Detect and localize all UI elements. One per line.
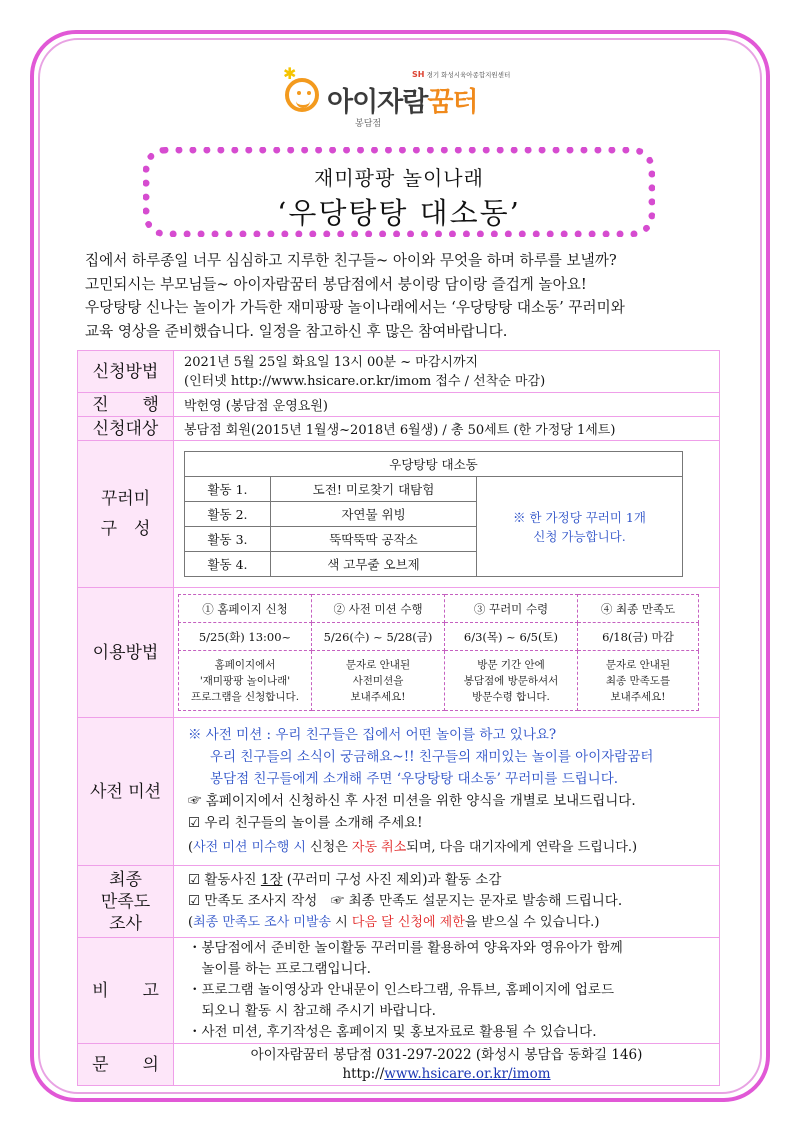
logo-name: 아이자람꿈터: [327, 87, 478, 118]
package-value: [174, 441, 720, 588]
usage-steps: [178, 594, 699, 711]
step-desc: 문자로 안내된 사전미션을 보내주세요!: [312, 651, 445, 711]
mission-warning: (사전 미션 미수행 시 신청은 자동 취소되며, 다음 대기자에게 연락을 드립니다.): [188, 840, 638, 855]
title-box: [143, 147, 655, 237]
step-title: ① 홈페이지 신청: [179, 595, 312, 623]
remarks-value: [174, 938, 720, 1044]
step-title: ④ 최종 만족도: [578, 595, 699, 623]
step-desc: 홈페이지에서 '재미팡팡 놀이나래' 프로그램을 신청합니다.: [179, 651, 312, 711]
contact-value: [174, 1044, 720, 1086]
apply-value: [174, 351, 720, 393]
step-date: 5/25(화) 13:00~: [179, 623, 312, 651]
smiley-face-icon: [285, 78, 319, 112]
activity-num: 활동 1.: [185, 477, 271, 502]
remark-item: 놀이를 하는 프로그램입니다.: [188, 961, 371, 977]
title-subtitle: 재미팡팡 놀이나래: [314, 166, 484, 190]
row-contact: [78, 1044, 720, 1086]
row-usage: [78, 588, 720, 718]
intro-line: 집에서 하루종일 너무 심심하고 지루한 친구들~ 아이와 무엇을 하며 하루를 보낼까?: [85, 252, 617, 269]
mission-line: 우리 친구들의 소식이 궁금해요~!! 친구들의 재미있는 놀이를 아이자람꿈터: [210, 749, 654, 765]
intro-line: 교육 영상을 준비했습니다. 일정을 참고하신 후 많은 참여바랍니다.: [85, 322, 508, 340]
logo: [283, 64, 515, 140]
activity-name: 도전! 미로찾기 대탐험: [271, 477, 477, 502]
contact-line: 아이자람꿈터 봉담점 031-297-2022 (화성시 봉담읍 동화길 146): [250, 1046, 643, 1063]
mission-line: ☞ 홈페이지에서 신청하신 후 사전 미션을 위한 양식을 개별로 보내드립니다.: [188, 793, 636, 809]
remark-item: 되오니 활동 시 참고해 주시기 바랍니다.: [188, 1003, 436, 1019]
label-progress: 진 행: [78, 393, 174, 417]
satisfaction-line: ☑ 활동사진 1장 (꾸러미 구성 사진 제외)과 활동 소감: [188, 872, 502, 888]
label-target: 신청대상: [78, 417, 174, 441]
label-apply: 신청방법: [78, 351, 174, 393]
remarks-list: [174, 938, 719, 1043]
mission-value: [174, 718, 720, 866]
step-title: ② 사전 미션 수행: [312, 595, 445, 623]
satisfaction-line: ☑ 만족도 조사지 작성 ☞ 최종 만족도 설문지는 문자로 발송해 드립니다.: [188, 893, 623, 909]
satisfaction-value: [174, 866, 720, 938]
intro-line: 고민되시는 부모님들~ 아이자람꿈터 봉담점에서 붕이랑 담이랑 즐겁게 놀아요!: [85, 275, 587, 293]
remark-item: ・봉담점에서 준비한 놀이활동 꾸러미를 활용하여 양육자와 영유아가 함께: [188, 940, 623, 956]
intro-text: [85, 249, 725, 343]
mission-line: 봉담점 친구들에게 소개해 주면 ‘우당탕탕 대소동’ 꾸러미를 드립니다.: [210, 771, 619, 787]
star-icon: ✱: [283, 64, 297, 83]
satisfaction-warning: (최종 만족도 조사 미발송 시 다음 달 신청에 제한을 받으실 수 있습니다.): [188, 915, 600, 930]
mission-line: ☑ 우리 친구들의 놀이를 소개해 주세요!: [188, 815, 423, 831]
info-table: [77, 350, 720, 1086]
mission-line: ※ 사전 미션 : 우리 친구들은 집에서 어떤 놀이를 하고 있나요?: [188, 727, 557, 743]
activity-name: 색 고무줄 오브제: [271, 552, 477, 577]
label-contact: 문 의: [78, 1044, 174, 1086]
row-apply: [78, 351, 720, 393]
label-satisfaction: 최종 만족도 조사: [78, 866, 174, 938]
package-table: [184, 451, 683, 577]
label-mission: 사전 미션: [78, 718, 174, 866]
label-usage: 이용방법: [78, 588, 174, 718]
row-satisfaction: [78, 866, 720, 938]
activity-num: 활동 4.: [185, 552, 271, 577]
activity-name: 자연물 위빙: [271, 502, 477, 527]
label-package: 꾸러미 구 성: [78, 441, 174, 588]
row-remarks: [78, 938, 720, 1044]
remark-item: ・프로그램 놀이영상과 안내문이 인스타그램, 유튜브, 홈페이지에 업로드: [188, 982, 615, 998]
activity-name: 뚝딱뚝딱 공작소: [271, 527, 477, 552]
remark-item: ・사전 미션, 후기작성은 홈페이지 및 홍보자료로 활용될 수 있습니다.: [188, 1024, 597, 1040]
progress-value: 박헌영 (봉담점 운영요원): [174, 393, 720, 417]
logo-branch: 봉담점: [355, 119, 382, 129]
step-desc: 문자로 안내된 최종 만족도를 보내주세요!: [578, 651, 699, 711]
row-target: [78, 417, 720, 441]
apply-date: 2021년 5월 25일 화요일 13시 00분 ~ 마감시까지: [184, 354, 479, 370]
activity-num: 활동 2.: [185, 502, 271, 527]
row-package: [78, 441, 720, 588]
step-title: ③ 꾸러미 수령: [445, 595, 578, 623]
activity-num: 활동 3.: [185, 527, 271, 552]
step-desc: 방문 기간 안에 봉담점에 방문하셔서 방문수령 합니다.: [445, 651, 578, 711]
step-date: 6/18(금) 마감: [578, 623, 699, 651]
package-note: ※ 한 가정당 꾸러미 1개 신청 가능합니다.: [477, 477, 683, 577]
center-name: SH 경기 화성시육아종합지원센터: [412, 70, 511, 79]
row-mission: [78, 718, 720, 866]
step-date: 5/26(수) ~ 5/28(금): [312, 623, 445, 651]
usage-value: [174, 588, 720, 718]
package-table-title: 우당탕탕 대소동: [185, 452, 683, 477]
intro-line: 우당탕탕 신나는 놀이가 가득한 재미팡팡 놀이나래에서는 ‘우당탕탕 대소동’ 꾸러미와: [85, 299, 625, 316]
title-main: ‘우당탕탕 대소동’: [277, 196, 521, 230]
activity-row: [185, 477, 683, 502]
apply-method: (인터넷 http://www.hsicare.or.kr/imom 접수 / 선착순 마감): [184, 373, 546, 389]
target-value: 봉담점 회원(2015년 1월생~2018년 6월생) / 총 50세트 (한 가정당 1세트): [174, 417, 720, 441]
row-progress: [78, 393, 720, 417]
contact-url: http://www.hsicare.or.kr/imom: [342, 1065, 551, 1082]
homepage-link[interactable]: www.hsicare.or.kr/imom: [384, 1065, 551, 1082]
step-date: 6/3(목) ~ 6/5(토): [445, 623, 578, 651]
label-remarks: 비 고: [78, 938, 174, 1044]
